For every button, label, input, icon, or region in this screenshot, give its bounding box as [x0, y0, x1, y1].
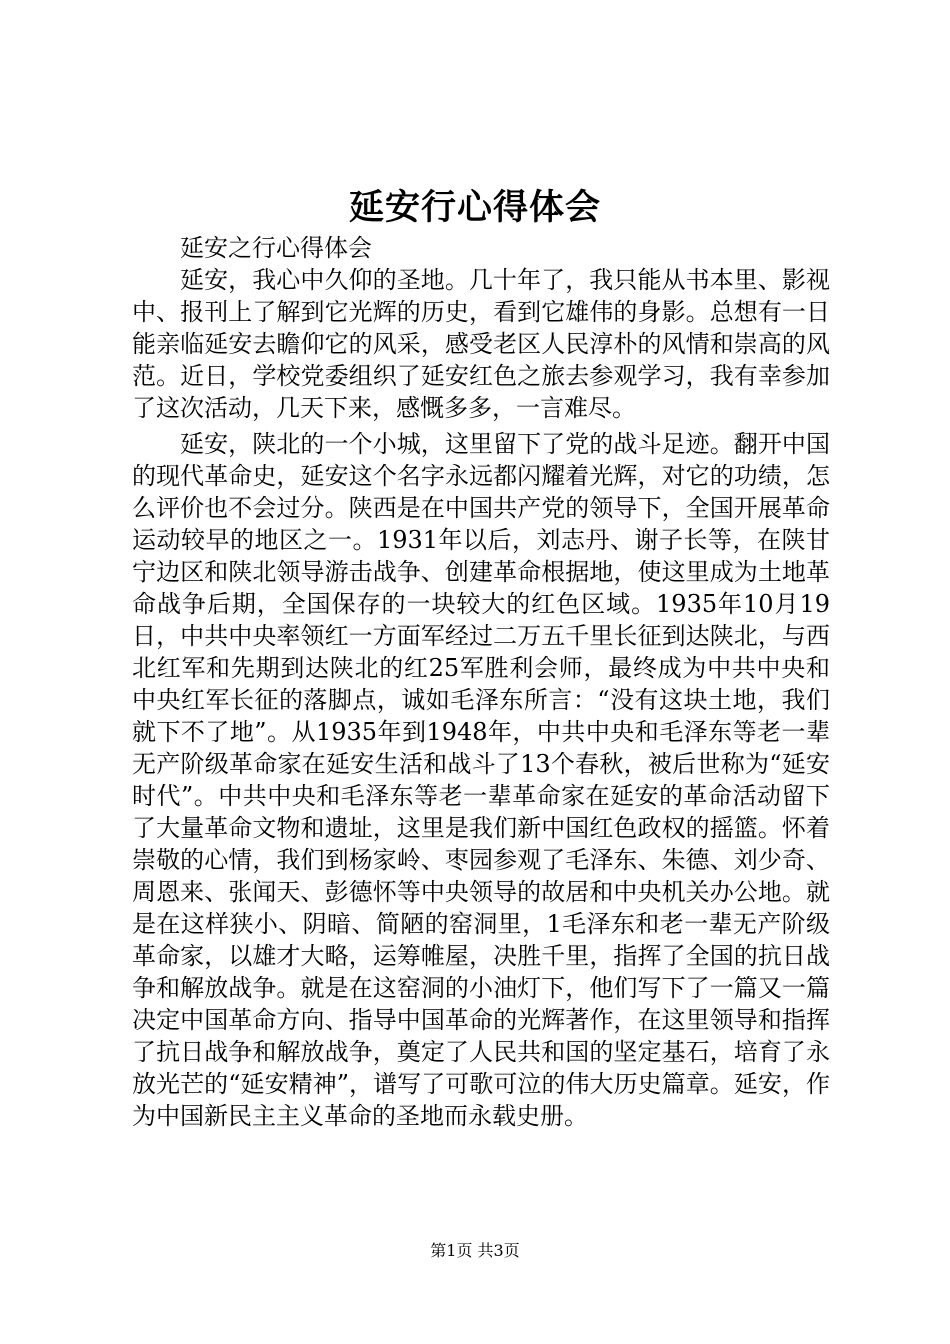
document-subtitle: 延安之行心得体会 — [180, 234, 372, 262]
page-footer: 第1页 共3页 — [430, 1241, 520, 1260]
document-title: 延安行心得体会 — [348, 187, 601, 228]
paragraph-1: 延安，我心中久仰的圣地。几十年了，我只能从书本里、影视中、报刊上了解到它光辉的历史，看到它雄伟的身影。总想有一日能亲临延安去瞻仰它的风采，感受老区人民淳朴的风情和崇高的风范。近日，学校党委组织了延安红色之旅去参观学习，我有幸参加了这次活动，几天下来，感慨多多，一言难尽。 — [132, 266, 830, 422]
paragraph-2: 延安，陕北的一个小城，这里留下了党的战斗足迹。翻开中国的现代革命史，延安这个名字永远都闪耀着光辉，对它的功绩，怎么评价也不会过分。陕西是在中国共产党的领导下，全国开展革命运动较早的地区之一。1931年以后，刘志丹、谢子长等，在陕甘宁边区和陕北领导游击战争、创建革命根据地，使这里成为土地革命战争后期，全国保存的一块较大的红色区域。1935年10月19日，中共中央率领红一方面军经过二万五千里长征到达陕北，与西北红军和先期到达陕北的红25军胜利会师，最终成为中共中央和中央红军长征的落脚点，诚如毛泽东所言：“没有这块土地，我们就下不了地”。从1935年到1948年，中共中央和毛泽东等老一辈无产阶级革命家在延安生活和战斗了13个春秋，被后世称为“延安时代”。中共中央和毛泽东等老一辈革命家在延安的革命活动留下了大量革命文物和遗址，这里是我们新中国红色政权的摇篮。怀着崇敬的心情，我们到杨家岭、枣园参观了毛泽东、朱德、刘少奇、周恩来、张闻天、彭德怀等中央领导的故居和中央机关办公地。就是在这样狭小、阴暗、简陋的窑洞里，1毛泽东和老一辈无产阶级革命家，以雄才大略，运筹帷屋，决胜千里，指挥了全国的抗日战争和解放战争。就是在这窑洞的小油灯下，他们写下了一篇又一篇决定中国革命方向、指导中国革命的光辉著作，在这里领导和指挥了抗日战争和解放战争，奠定了人民共和国的坚定基石，培育了永放光芒的“延安精神”，谱写了可歌可泣的伟大历史篇章。延安，作为中国新民主主义革命的圣地而永载史册。 — [132, 430, 830, 1130]
document-body — [132, 232, 830, 1132]
